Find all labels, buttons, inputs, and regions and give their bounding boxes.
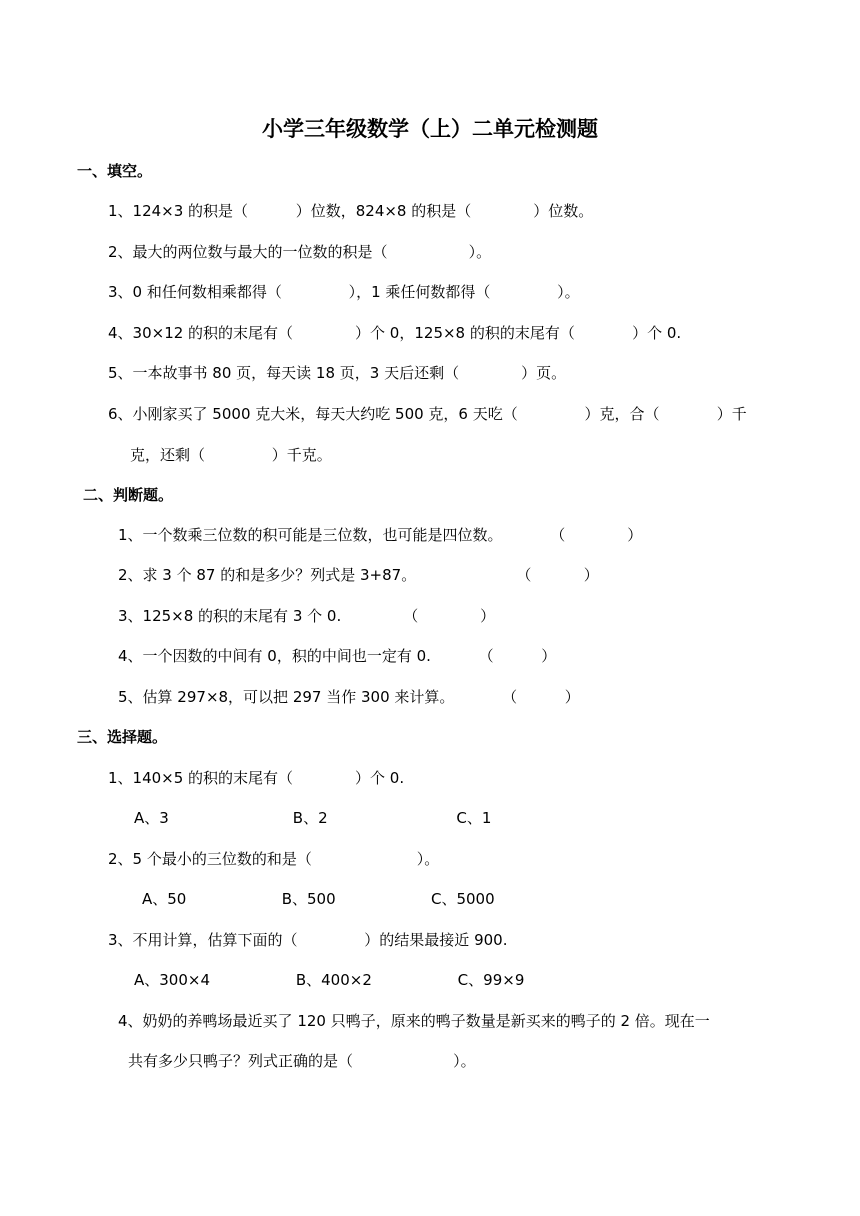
question-line: 4、奶奶的养鸭场最近买了 120 只鸭子，原来的鸭子数量是新买来的鸭子的 2 倍。现在一: [118, 1012, 710, 1030]
question-line: 4、一个因数的中间有 0，积的中间也一定有 0. （ ）: [118, 647, 557, 665]
question-line: 1、140×5 的积的末尾有（ ）个 0.: [108, 769, 405, 787]
question-line: 6、小刚家买了 5000 克大米，每天大约吃 500 克，6 天吃（ ）克，合（ ）千: [108, 405, 747, 423]
section-heading-multiple-choice: 三、选择题。: [77, 728, 168, 746]
question-line: 2、最大的两位数与最大的一位数的积是（ ）。: [108, 243, 492, 261]
option-line: A、300×4 B、400×2 C、99×9: [134, 971, 525, 989]
question-line: 3、125×8 的积的末尾有 3 个 0. （ ）: [118, 607, 496, 625]
question-line: 1、124×3 的积是（ ）位数，824×8 的积是（ ）位数。: [108, 202, 594, 220]
question-line: 3、0 和任何数相乘都得（ ），1 乘任何数都得（ ）。: [108, 283, 580, 301]
page-title: 小学三年级数学（上）二单元检测题: [262, 116, 598, 141]
question-line: 克，还剩（ ）千克。: [130, 446, 332, 464]
question-line: 4、30×12 的积的末尾有（ ）个 0，125×8 的积的末尾有（ ）个 0.: [108, 324, 682, 342]
question-line: 5、估算 297×8，可以把 297 当作 300 来计算。 （ ）: [118, 688, 580, 706]
option-line: A、50 B、500 C、5000: [142, 890, 495, 908]
question-line: 1、一个数乘三位数的积可能是三位数，也可能是四位数。 （ ）: [118, 526, 643, 544]
question-line: 2、求 3 个 87 的和是多少？列式是 3+87。 （ ）: [118, 566, 599, 584]
section-heading-true-false: 二、判断题。: [83, 486, 174, 504]
question-line: 5、一本故事书 80 页，每天读 18 页，3 天后还剩（ ）页。: [108, 364, 567, 382]
option-line: A、3 B、2 C、1: [134, 809, 492, 827]
section-heading-fill-in: 一、填空。: [77, 162, 153, 180]
question-line: 共有多少只鸭子？列式正确的是（ ）。: [128, 1052, 476, 1070]
question-line: 2、5 个最小的三位数的和是（ ）。: [108, 850, 440, 868]
question-line: 3、不用计算，估算下面的（ ）的结果最接近 900.: [108, 931, 508, 949]
